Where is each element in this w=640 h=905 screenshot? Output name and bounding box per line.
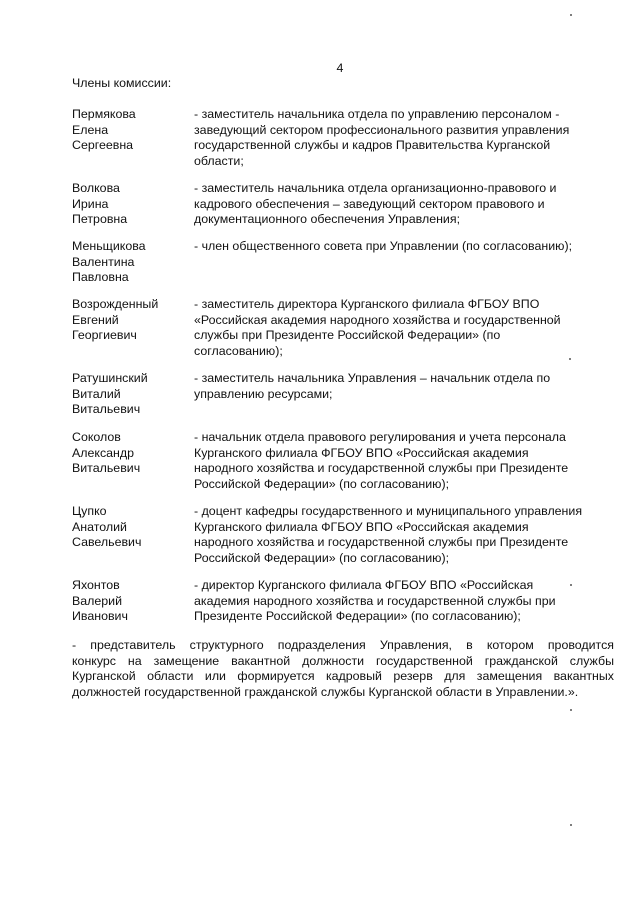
member-role: [194, 297, 612, 359]
member-first-name: Евгений: [72, 312, 119, 327]
member-surname: Цупко: [72, 504, 107, 518]
member-role: [194, 504, 612, 566]
role-line: - начальник отдела правового регулирования и учета персонала: [194, 430, 566, 444]
member-first-name: Виталий: [72, 386, 121, 401]
section-title: Члены комиссии:: [72, 76, 172, 90]
role-line: согласованию);: [194, 343, 283, 358]
role-line: документационного обеспечения Управления;: [194, 212, 461, 226]
paragraph-line: - представитель структурного подразделения Управления, в котором проводится: [72, 638, 614, 652]
scan-speck: [570, 824, 572, 826]
scan-speck: [570, 709, 572, 711]
role-line: Курганского филиала ФГБОУ ВПО «Российская академия: [194, 445, 529, 460]
member-role: [194, 430, 612, 492]
role-line: академия народного хозяйства и государственной службы при: [194, 593, 556, 608]
member-name: [72, 578, 192, 625]
member-surname: Ратушинский: [72, 371, 148, 385]
role-line: народного хозяйства и государственной службы при Президенте: [194, 535, 569, 549]
scan-speck: [569, 358, 571, 360]
page-number: 4: [336, 61, 344, 75]
member-name: [72, 107, 192, 154]
member-surname: Меньщикова: [72, 239, 146, 253]
role-line: заведующий сектором профессионального развития управления: [194, 122, 570, 137]
role-line: - заместитель начальника отдела организационно-правового и: [194, 181, 557, 195]
member-role: [194, 371, 612, 402]
member-first-name: Александр: [72, 445, 134, 460]
scan-speck: [570, 584, 572, 586]
role-line: - заместитель директора Курганского филиала ФГБОУ ВПО: [194, 297, 540, 311]
member-surname: Возрожденный: [72, 297, 159, 311]
member-first-name: Валентина: [72, 254, 135, 269]
member-surname: Яхонтов: [72, 578, 120, 592]
member-name: [72, 371, 192, 418]
role-line: Президенте Российской Федерации» (по согласованию);: [194, 609, 521, 623]
role-line: Российской Федерации» (по согласованию);: [194, 550, 450, 565]
member-patronymic: Георгиевич: [72, 328, 137, 342]
role-line: управлению ресурсами;: [194, 386, 333, 401]
member-role: [194, 107, 612, 169]
member-patronymic: Павловна: [72, 270, 129, 284]
member-patronymic: Витальевич: [72, 402, 141, 416]
member-name: [72, 430, 192, 477]
role-line: - директор Курганского филиала ФГБОУ ВПО «Российская: [194, 578, 534, 592]
paragraph-line: Курганской области или формируется кадровый резерв для замещения вакантных: [72, 669, 614, 683]
role-line: кадрового обеспечения – заведующий сектором правового и: [194, 196, 545, 211]
role-line: службы при Президенте Российской Федерации» (по: [194, 328, 501, 342]
paragraph-line: конкурс на замещение вакантной должности государственной гражданской службы: [72, 653, 614, 668]
member-name: [72, 297, 192, 344]
member-first-name: Валерий: [72, 593, 123, 608]
role-line: - член общественного совета при Управлении (по согласованию);: [194, 239, 573, 253]
member-name: [72, 181, 192, 228]
member-patronymic: Иванович: [72, 609, 128, 623]
member-role: [194, 578, 612, 625]
role-line: области;: [194, 153, 244, 168]
member-patronymic: Петровна: [72, 212, 128, 226]
member-first-name: Анатолий: [72, 519, 127, 534]
member-surname: Пермякова: [72, 107, 136, 121]
member-name: [72, 239, 192, 286]
role-line: - заместитель начальника отдела по управлению персоналом -: [194, 107, 560, 121]
role-line: государственной службы и кадров Правительства Курганской: [194, 138, 551, 152]
member-name: [72, 504, 192, 551]
member-patronymic: Витальевич: [72, 461, 141, 475]
member-patronymic: Савельевич: [72, 535, 142, 549]
role-line: «Российская академия народного хозяйства и государственной: [194, 312, 561, 327]
role-line: Российской Федерации» (по согласованию);: [194, 476, 450, 491]
member-first-name: Ирина: [72, 196, 109, 211]
member-first-name: Елена: [72, 122, 109, 137]
role-line: - заместитель начальника Управления – начальник отдела по: [194, 371, 551, 385]
member-surname: Соколов: [72, 430, 121, 444]
closing-paragraph: [72, 638, 614, 700]
role-line: народного хозяйства и государственной службы при Президенте: [194, 461, 569, 475]
member-role: [194, 181, 612, 228]
paragraph-line: должностей государственной гражданской службы Курганской области в Управлении.».: [72, 684, 579, 699]
member-role: [194, 239, 612, 255]
member-patronymic: Сергеевна: [72, 138, 134, 152]
role-line: - доцент кафедры государственного и муниципального управления: [194, 504, 583, 518]
role-line: Курганского филиала ФГБОУ ВПО «Российская академия: [194, 519, 529, 534]
member-surname: Волкова: [72, 181, 120, 195]
scan-speck: [570, 14, 572, 16]
